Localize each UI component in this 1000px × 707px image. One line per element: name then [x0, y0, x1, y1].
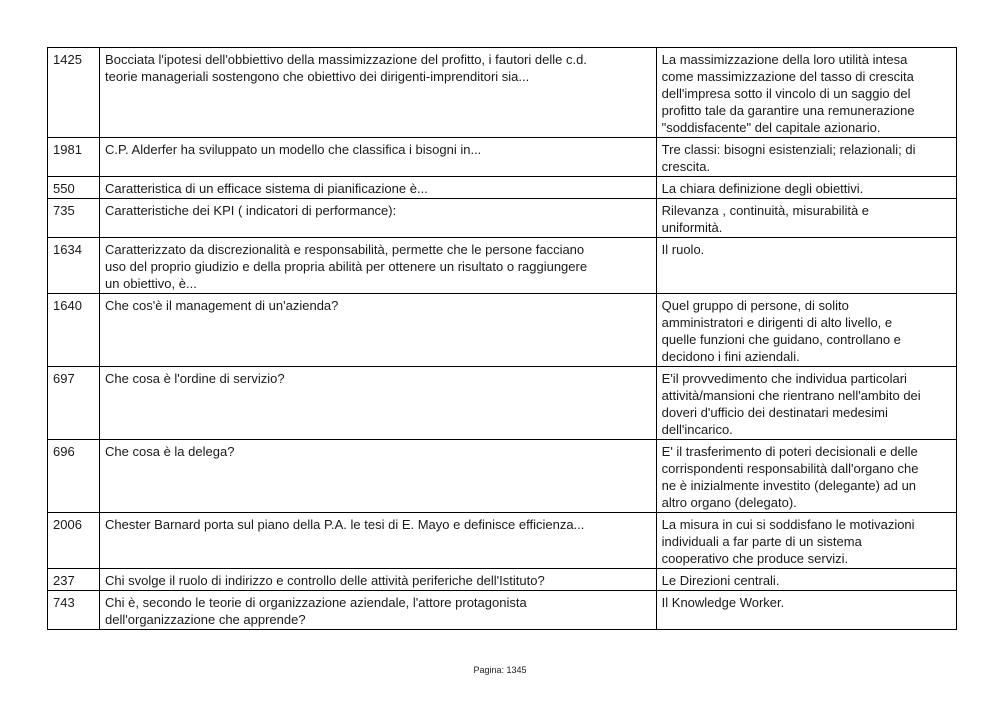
table-row — [48, 48, 957, 138]
question-id-cell: 735 — [48, 199, 100, 238]
answer-cell: E' il trasferimento di poteri decisionali e delle corrispondenti responsabilità dall'organo che ne è inizialmente investito (delegante) ad un altro organo (delegato). — [656, 440, 956, 513]
page-number-footer: Pagina: 1345 — [473, 665, 527, 675]
question-id-cell: 550 — [48, 177, 100, 199]
table-row — [48, 569, 957, 591]
answer-cell: Le Direzioni centrali. — [656, 569, 956, 591]
question-cell: Caratterizzato da discrezionalità e responsabilità, permette che le persone facciano uso del proprio giudizio e della propria abilità per ottenere un risultato o raggiungere un obiettivo, è... — [100, 238, 657, 294]
question-id-cell: 743 — [48, 591, 100, 630]
answer-cell: La chiara definizione degli obiettivi. — [656, 177, 956, 199]
table-row — [48, 177, 957, 199]
table-row — [48, 440, 957, 513]
answer-cell: Il ruolo. — [656, 238, 956, 294]
answer-cell: Quel gruppo di persone, di solito amministratori e dirigenti di alto livello, e quelle funzioni che guidano, controllano e decidono i fini aziendali. — [656, 294, 956, 367]
table-row — [48, 199, 957, 238]
question-cell: Caratteristica di un efficace sistema di pianificazione è... — [100, 177, 657, 199]
question-cell: Chester Barnard porta sul piano della P.A. le tesi di E. Mayo e definisce efficienza... — [100, 513, 657, 569]
answer-cell: Rilevanza , continuità, misurabilità e uniformità. — [656, 199, 956, 238]
answer-cell: Il Knowledge Worker. — [656, 591, 956, 630]
table-row — [48, 367, 957, 440]
answer-cell: E'il provvedimento che individua particolari attività/mansioni che rientrano nell'ambito dei doveri d'ufficio dei destinatari medesimi dell'incarico. — [656, 367, 956, 440]
quiz-table — [47, 47, 957, 630]
answer-cell: Tre classi: bisogni esistenziali; relazionali; di crescita. — [656, 138, 956, 177]
table-row — [48, 138, 957, 177]
question-id-cell: 1634 — [48, 238, 100, 294]
table-row — [48, 591, 957, 630]
question-id-cell: 697 — [48, 367, 100, 440]
table-row — [48, 513, 957, 569]
question-id-cell: 696 — [48, 440, 100, 513]
question-cell: Che cosa è la delega? — [100, 440, 657, 513]
answer-cell: La massimizzazione della loro utilità intesa come massimizzazione del tasso di crescita dell'impresa sotto il vincolo di un saggio del profitto tale da garantire una remunerazione "soddisfacente" del capitale azionario. — [656, 48, 956, 138]
question-id-cell: 2006 — [48, 513, 100, 569]
question-cell: Chi svolge il ruolo di indirizzo e controllo delle attività periferiche dell'Istituto? — [100, 569, 657, 591]
question-cell: Caratteristiche dei KPI ( indicatori di performance): — [100, 199, 657, 238]
answer-cell: La misura in cui si soddisfano le motivazioni individuali a far parte di un sistema cooperativo che produce servizi. — [656, 513, 956, 569]
question-id-cell: 237 — [48, 569, 100, 591]
question-cell: C.P. Alderfer ha sviluppato un modello che classifica i bisogni in... — [100, 138, 657, 177]
question-id-cell: 1425 — [48, 48, 100, 138]
question-id-cell: 1981 — [48, 138, 100, 177]
table-row — [48, 238, 957, 294]
question-cell: Chi è, secondo le teorie di organizzazione aziendale, l'attore protagonista dell'organizzazione che apprende? — [100, 591, 657, 630]
question-cell: Che cos'è il management di un'azienda? — [100, 294, 657, 367]
question-cell: Bocciata l'ipotesi dell'obbiettivo della massimizzazione del profitto, i fautori delle c.d. teorie manageriali sostengono che obiettivo dei dirigenti-imprenditori sia... — [100, 48, 657, 138]
question-id-cell: 1640 — [48, 294, 100, 367]
question-cell: Che cosa è l'ordine di servizio? — [100, 367, 657, 440]
table-row — [48, 294, 957, 367]
